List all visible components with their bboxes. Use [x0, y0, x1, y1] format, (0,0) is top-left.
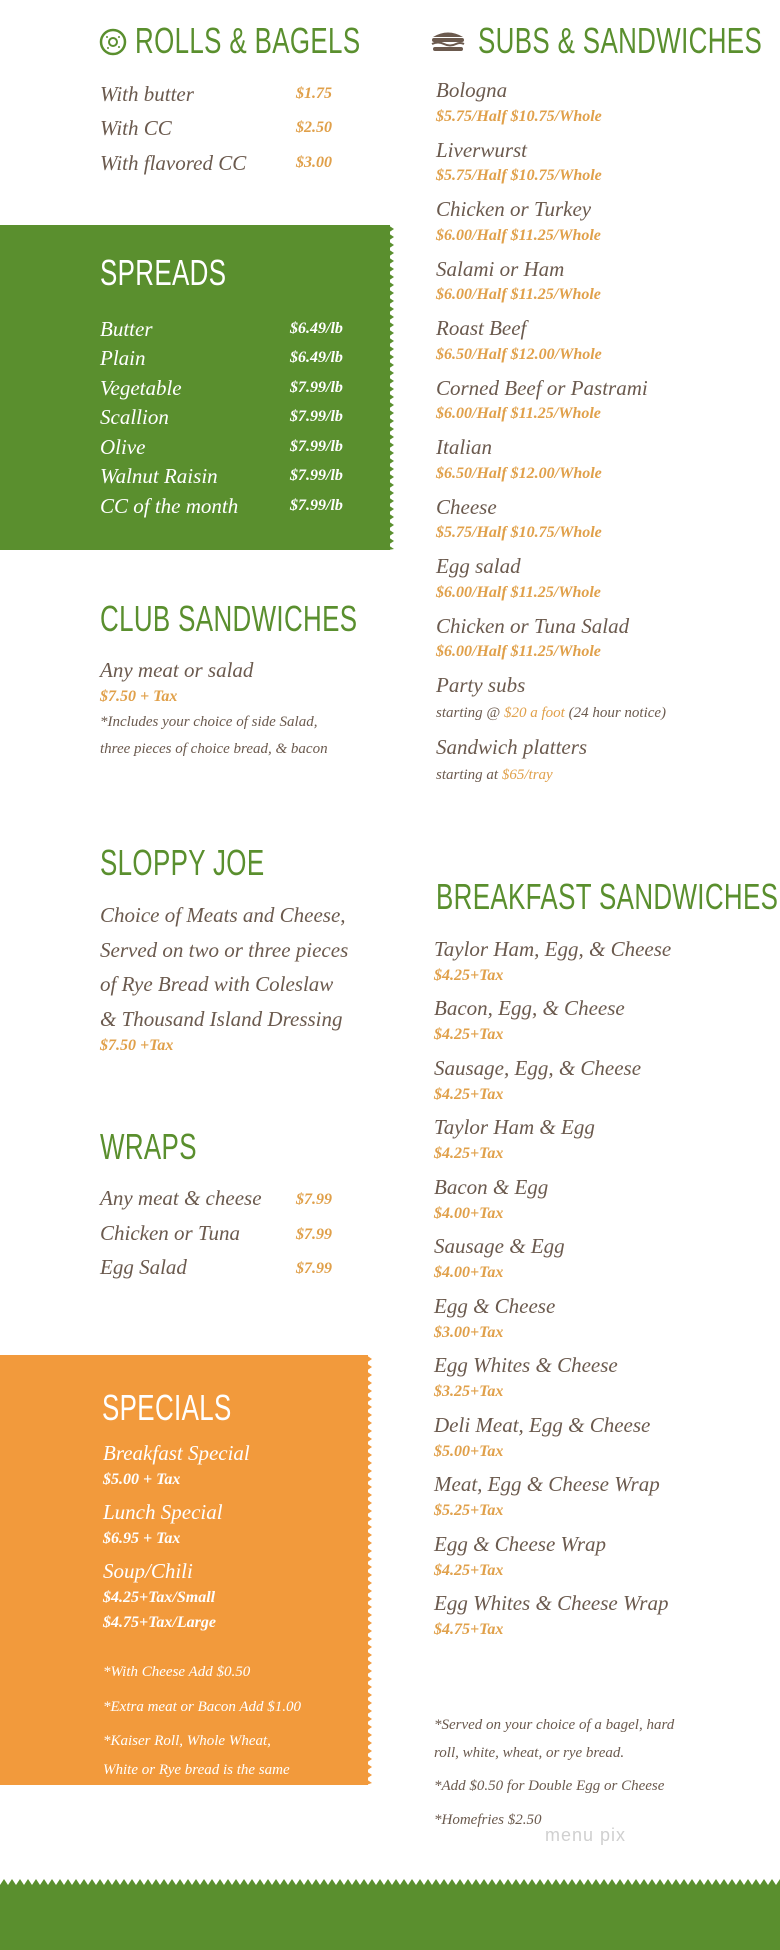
breakfast-title: BREAKFAST SANDWICHES	[436, 876, 779, 917]
subs-price-3: $6.00/Half $11.25/Whole	[436, 286, 601, 303]
rolls-price-1: $2.50	[296, 119, 332, 136]
specials-title: SPECIALS	[102, 1387, 232, 1428]
specials-item-2: Soup/Chili	[103, 1559, 193, 1583]
breakfast-price-11: $4.75+Tax	[434, 1621, 504, 1638]
sloppy-title: SLOPPY JOE	[100, 842, 265, 883]
specials-note-5: *Tax is not included on all items	[103, 1830, 298, 1846]
specials-panel-edge	[366, 1355, 374, 1785]
breakfast-note-1: roll, white, wheat, or rye bread.	[434, 1745, 625, 1761]
spreads-price-0: $6.49/lb	[290, 320, 343, 337]
spreads-price-3: $7.99/lb	[290, 408, 343, 425]
subs-item-7: Cheese	[436, 495, 497, 519]
club-title: CLUB SANDWICHES	[100, 598, 358, 639]
sloppy-price: $7.50 +Tax	[100, 1037, 174, 1054]
specials-price-1: $6.95 + Tax	[103, 1530, 181, 1547]
rolls-item-1: With CC	[100, 116, 172, 140]
wraps-item-2: Egg Salad	[100, 1255, 187, 1279]
breakfast-price-6: $3.00+Tax	[434, 1324, 504, 1341]
breakfast-item-8: Deli Meat, Egg & Cheese	[434, 1413, 651, 1437]
subs-price-6: $6.50/Half $12.00/Whole	[436, 465, 602, 482]
breakfast-item-11: Egg Whites & Cheese Wrap	[434, 1591, 669, 1615]
subs-item-9: Chicken or Tuna Salad	[436, 614, 630, 638]
breakfast-note-3: *Homefries $2.50	[434, 1812, 542, 1828]
breakfast-price-5: $4.00+Tax	[434, 1264, 504, 1281]
breakfast-note-2: *Add $0.50 for Double Egg or Cheese	[434, 1778, 665, 1794]
breakfast-item-1: Bacon, Egg, & Cheese	[434, 996, 625, 1020]
spreads-item-2: Vegetable	[100, 376, 182, 400]
subs-price-4: $6.50/Half $12.00/Whole	[436, 346, 602, 363]
breakfast-price-0: $4.25+Tax	[434, 967, 504, 984]
spreads-price-4: $7.99/lb	[290, 438, 343, 455]
breakfast-item-4: Bacon & Egg	[434, 1175, 549, 1199]
spreads-price-1: $6.49/lb	[290, 349, 343, 366]
subs-item-6: Italian	[436, 435, 492, 459]
wraps-price-2: $7.99	[296, 1260, 332, 1277]
subs-item-2: Chicken or Turkey	[436, 197, 592, 221]
spreads-item-6: CC of the month	[100, 494, 239, 518]
rolls-price-2: $3.00	[296, 154, 332, 171]
spreads-price-2: $7.99/lb	[290, 379, 343, 396]
subs-item-0: Bologna	[436, 78, 508, 102]
bagel-icon	[98, 27, 128, 57]
club-item: Any meat or salad	[100, 658, 254, 682]
specials-note-1: *Extra meat or Bacon Add $1.00	[103, 1699, 302, 1715]
breakfast-price-10: $4.25+Tax	[434, 1562, 504, 1579]
sloppy-line-0: Choice of Meats and Cheese,	[100, 903, 346, 927]
subs-item-3: Salami or Ham	[436, 257, 565, 281]
subs-title: SUBS & SANDWICHES	[478, 20, 763, 61]
subs-item-5: Corned Beef or Pastrami	[436, 376, 648, 400]
specials-price-2: $4.25+Tax/Small	[103, 1589, 216, 1606]
rolls-price-0: $1.75	[296, 85, 332, 102]
wraps-price-0: $7.99	[296, 1191, 332, 1208]
spreads-price-6: $7.99/lb	[290, 497, 343, 514]
watermark: menu pix	[545, 1825, 627, 1845]
sandwich-platters-note: starting at $65/tray	[436, 767, 553, 783]
footer-band-edge	[0, 1877, 780, 1885]
breakfast-item-2: Sausage, Egg, & Cheese	[434, 1056, 642, 1080]
specials-price-2b: $4.75+Tax/Large	[103, 1614, 216, 1631]
spreads-item-0: Butter	[100, 317, 153, 341]
sloppy-line-2: of Rye Bread with Coleslaw	[100, 972, 334, 996]
breakfast-price-9: $5.25+Tax	[434, 1502, 504, 1519]
specials-note-3: White or Rye bread is the same	[103, 1762, 290, 1778]
subs-price-1: $5.75/Half $10.75/Whole	[436, 167, 602, 184]
specials-item-1: Lunch Special	[103, 1500, 223, 1524]
breakfast-price-4: $4.00+Tax	[434, 1205, 504, 1222]
specials-price-0: $5.00 + Tax	[103, 1471, 181, 1488]
breakfast-price-2: $4.25+Tax	[434, 1086, 504, 1103]
specials-note-0: *With Cheese Add $0.50	[103, 1664, 251, 1680]
breakfast-item-10: Egg & Cheese Wrap	[434, 1532, 607, 1556]
spreads-panel-edge	[388, 225, 396, 550]
wraps-title: WRAPS	[100, 1126, 197, 1167]
breakfast-item-7: Egg Whites & Cheese	[434, 1353, 618, 1377]
wraps-item-1: Chicken or Tuna	[100, 1221, 240, 1245]
spreads-title: SPREADS	[100, 252, 227, 293]
breakfast-price-7: $3.25+Tax	[434, 1383, 504, 1400]
subs-price-5: $6.00/Half $11.25/Whole	[436, 405, 601, 422]
wraps-item-0: Any meat & cheese	[100, 1186, 262, 1210]
sandwich-icon	[430, 28, 466, 54]
sloppy-line-3: & Thousand Island Dressing	[100, 1007, 343, 1031]
breakfast-note-0: *Served on your choice of a bagel, hard	[434, 1717, 675, 1733]
spreads-item-3: Scallion	[100, 405, 169, 429]
subs-item-1: Liverwurst	[436, 138, 528, 162]
subs-price-9: $6.00/Half $11.25/Whole	[436, 643, 601, 660]
party-subs-note: starting @ $20 a foot (24 hour notice)	[436, 705, 667, 721]
club-note-1: *Includes your choice of side Salad,	[100, 714, 318, 730]
breakfast-item-9: Meat, Egg & Cheese Wrap	[434, 1472, 660, 1496]
breakfast-price-3: $4.25+Tax	[434, 1145, 504, 1162]
subs-price-0: $5.75/Half $10.75/Whole	[436, 108, 602, 125]
wraps-price-1: $7.99	[296, 1226, 332, 1243]
breakfast-price-1: $4.25+Tax	[434, 1026, 504, 1043]
footer-band	[0, 1885, 780, 1950]
breakfast-item-0: Taylor Ham, Egg, & Cheese	[434, 937, 672, 961]
spreads-item-1: Plain	[100, 346, 146, 370]
party-subs: Party subs	[436, 673, 526, 697]
sloppy-line-1: Served on two or three pieces	[100, 938, 349, 962]
spreads-price-5: $7.99/lb	[290, 467, 343, 484]
breakfast-item-6: Egg & Cheese	[434, 1294, 556, 1318]
specials-note-4: price as a half sub.	[103, 1796, 218, 1812]
club-note-2: three pieces of choice bread, & bacon	[100, 741, 328, 757]
spreads-item-5: Walnut Raisin	[100, 464, 218, 488]
rolls-item-0: With butter	[100, 82, 194, 106]
sandwich-platters: Sandwich platters	[436, 735, 588, 759]
specials-note-2: *Kaiser Roll, Whole Wheat,	[103, 1733, 271, 1749]
specials-item-0: Breakfast Special	[103, 1441, 250, 1465]
subs-item-4: Roast Beef	[436, 316, 527, 340]
club-price: $7.50 + Tax	[100, 688, 178, 705]
rolls-item-2: With flavored CC	[100, 151, 247, 175]
subs-price-2: $6.00/Half $11.25/Whole	[436, 227, 601, 244]
subs-price-8: $6.00/Half $11.25/Whole	[436, 584, 601, 601]
breakfast-price-8: $5.00+Tax	[434, 1443, 504, 1460]
subs-item-8: Egg salad	[436, 554, 521, 578]
rolls-title: ROLLS & BAGELS	[135, 20, 361, 61]
spreads-item-4: Olive	[100, 435, 146, 459]
subs-price-7: $5.75/Half $10.75/Whole	[436, 524, 602, 541]
breakfast-item-3: Taylor Ham & Egg	[434, 1115, 595, 1139]
breakfast-item-5: Sausage & Egg	[434, 1234, 565, 1258]
